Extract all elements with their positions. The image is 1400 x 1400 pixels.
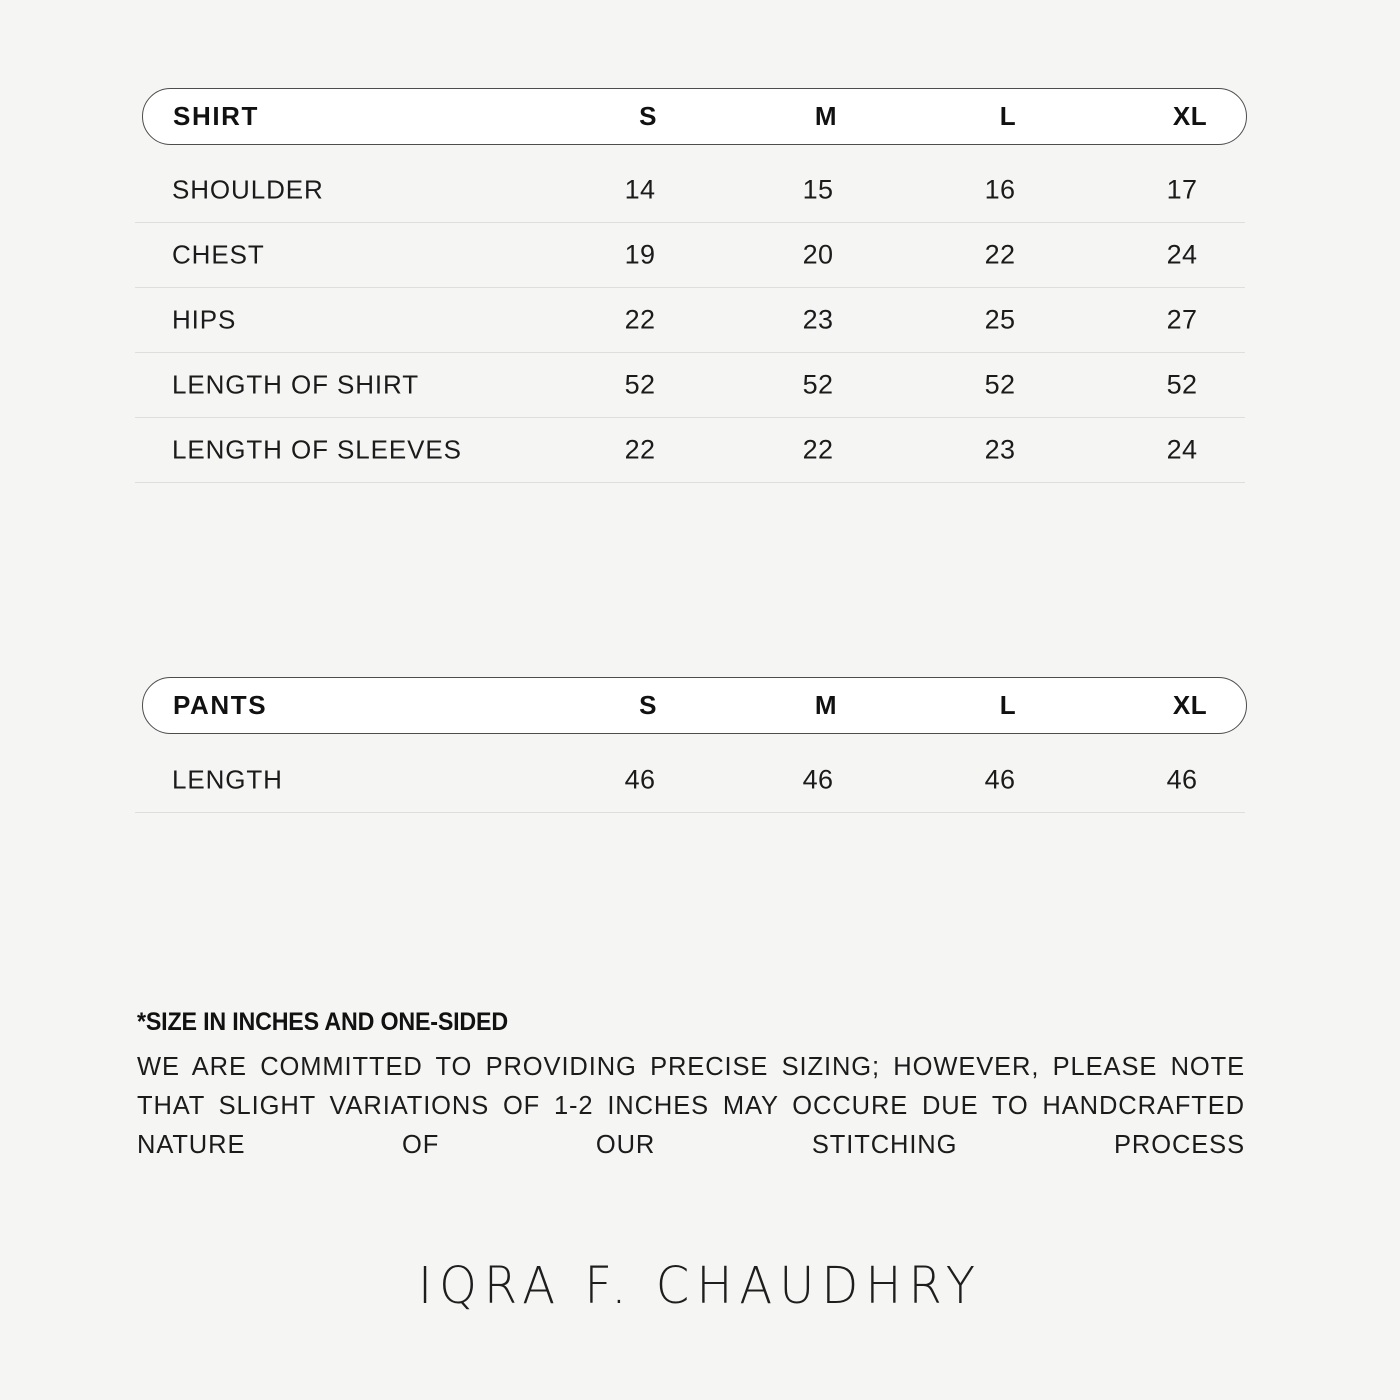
row-value-s: 46 (624, 764, 656, 795)
brand-logo (0, 1258, 1400, 1314)
row-value-s: 19 (624, 239, 656, 270)
pants-size-table (135, 677, 1245, 813)
disclaimer-block (137, 1008, 1247, 1204)
row-label: CHEST (172, 239, 265, 270)
table-row (135, 158, 1245, 223)
row-value-l: 22 (984, 239, 1016, 270)
shirt-column-header-m: M (814, 101, 838, 131)
disclaimer-headline: *SIZE IN INCHES AND ONE-SIDED (137, 1008, 508, 1036)
row-value-m: 15 (802, 174, 834, 205)
pants-table-body (135, 734, 1245, 813)
pants-table-header (142, 677, 1247, 734)
table-row (135, 288, 1245, 353)
row-value-xl: 46 (1166, 764, 1198, 795)
shirt-column-header-l: L (999, 101, 1017, 131)
row-label: LENGTH OF SHIRT (172, 369, 420, 400)
brand-name: IQRA F. CHAUDHRY (417, 1256, 983, 1316)
shirt-table-title: SHIRT (173, 101, 259, 131)
row-value-l: 52 (984, 369, 1016, 400)
row-value-m: 46 (802, 764, 834, 795)
table-row (135, 223, 1245, 288)
shirt-size-table (135, 88, 1245, 483)
row-value-l: 16 (984, 174, 1016, 205)
row-value-m: 23 (802, 304, 834, 335)
row-label: HIPS (172, 304, 237, 335)
pants-column-header-xl: XL (1172, 690, 1208, 720)
row-value-s: 22 (624, 434, 656, 465)
row-label: LENGTH (172, 764, 283, 795)
shirt-table-header (142, 88, 1247, 145)
row-value-s: 52 (624, 369, 656, 400)
shirt-column-header-xl: XL (1172, 101, 1208, 131)
row-value-s: 14 (624, 174, 656, 205)
row-label: LENGTH OF SLEEVES (172, 434, 462, 465)
row-label: SHOULDER (172, 174, 324, 205)
row-value-xl: 27 (1166, 304, 1198, 335)
row-value-l: 23 (984, 434, 1016, 465)
row-value-l: 46 (984, 764, 1016, 795)
row-value-xl: 24 (1166, 239, 1198, 270)
row-value-l: 25 (984, 304, 1016, 335)
row-value-xl: 24 (1166, 434, 1198, 465)
row-value-m: 22 (802, 434, 834, 465)
row-value-m: 20 (802, 239, 834, 270)
table-row (135, 418, 1245, 483)
table-row (135, 748, 1245, 813)
shirt-column-header-s: S (639, 101, 657, 131)
table-row (135, 353, 1245, 418)
row-value-xl: 52 (1166, 369, 1198, 400)
row-value-m: 52 (802, 369, 834, 400)
pants-column-header-l: L (999, 690, 1017, 720)
pants-table-title: PANTS (173, 690, 268, 720)
row-value-s: 22 (624, 304, 656, 335)
pants-column-header-s: S (639, 690, 657, 720)
shirt-table-body (135, 145, 1245, 483)
row-value-xl: 17 (1166, 174, 1198, 205)
pants-column-header-m: M (814, 690, 838, 720)
disclaimer-body: WE ARE COMMITTED TO PROVIDING PRECISE SIZING; HOWEVER, PLEASE NOTE THAT SLIGHT VARIATIONS OF 1-2 INCHES MAY OCCURE DUE TO HANDCRAFTED NATURE OF OUR STITCHING PROCESS (137, 1053, 1245, 1159)
